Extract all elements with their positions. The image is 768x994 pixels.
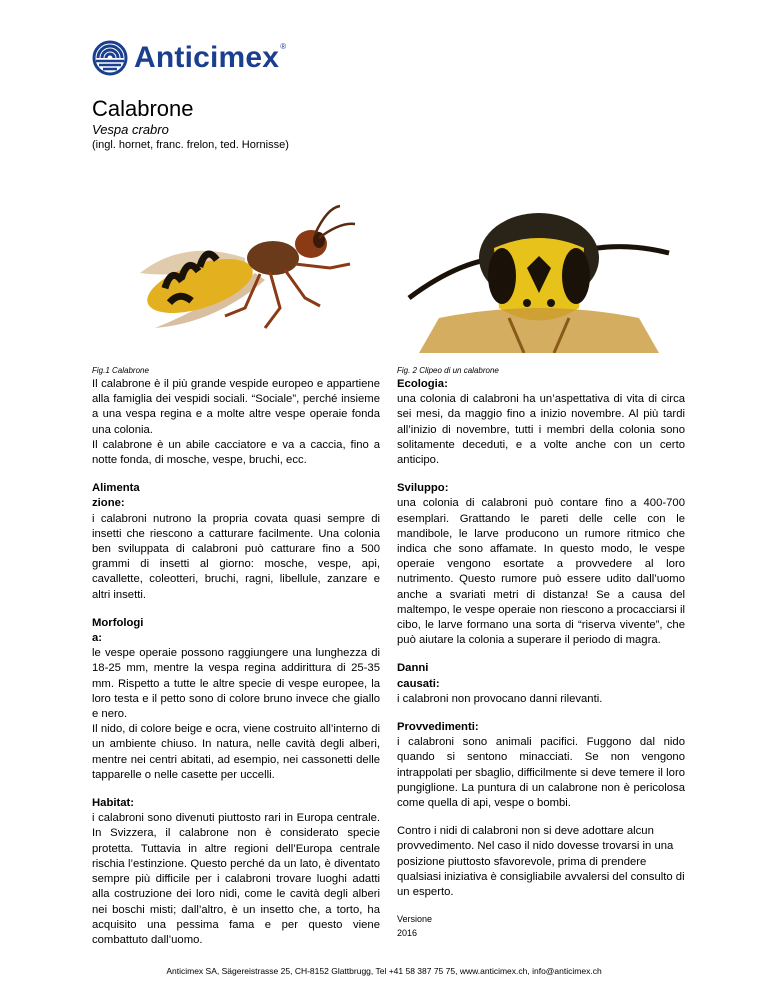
alimentazione-text: i calabroni nutrono la propria covata quasi sempre di insetti che riescono a catturare facilmente. Una colonia ben sviluppata di calabroni può catturare fino a 500 grammi di insetti al giorno: mosche, vespe, api, cavallette, coleotteri, bruchi, ragni, libellule, zanzare e altri insetti. bbox=[92, 512, 380, 601]
habitat-text: i calabroni sono divenuti piuttosto rari in Europa centrale. In Svizzera, il calabrone non è considerato specie protetta. Tuttavia in altre regioni dell’Europa centrale rischia l’estinzione. Questo perché da un lato, è diventato sempre più difficile per i calabroni trovare luoghi adatti alla costruzione dei loro nidi, come le cavità degli alberi nei boschi misti; dall’altro, è un insetto che, a torto, ha acquisito una pessima fama e per questo viene combattuto dall’uomo. bbox=[92, 812, 380, 946]
hornet-face-photo bbox=[399, 198, 679, 353]
morfologia-text: le vespe operaie possono raggiungere una lunghezza di 18-25 mm, mentre la vespa regina addirittura di 25-35 mm. Rispetto a tutte le altre specie di vespe europee, la loro testa e il petto sono di colore bruno invece che giallo e nero. bbox=[92, 647, 380, 721]
sviluppo-section bbox=[397, 481, 685, 648]
alimentazione-heading: Alimenta bbox=[92, 482, 140, 495]
figure-2-caption: Fig. 2 Clipeo di un calabrone bbox=[397, 366, 499, 375]
alimentazione-heading: zione: bbox=[92, 497, 125, 510]
morfologia-section bbox=[92, 616, 380, 722]
other-names: (ingl. hornet, franc. frelon, ted. Hornisse) bbox=[92, 139, 289, 151]
danni-text: i calabroni non provocano danni rilevanti. bbox=[397, 692, 603, 705]
intro-paragraph: Il calabrone è il più grande vespide europeo e appartiene alla famiglia dei vespidi sociali. “Sociale”, perché insieme a una vespa regina e a molte altre vespe operaie fonda una colonia. bbox=[92, 378, 380, 436]
ecologia-heading: Ecologia: bbox=[397, 378, 448, 390]
version-label: Versione bbox=[397, 914, 433, 925]
morfologia-heading: a: bbox=[92, 632, 103, 645]
nidi-paragraph: Contro i nidi di calabroni non si deve adottare alcun provvedimento. Nel caso il nido dovesse trovarsi in una posizione piuttosto sfavorevole, prima di prendere qualsiasi iniziativa è consigliabile avvalersi del consulto di un esperto. bbox=[397, 825, 685, 899]
latin-name: Vespa crabro bbox=[92, 122, 169, 137]
danni-heading: causati: bbox=[397, 677, 440, 690]
hornet-photo bbox=[105, 198, 365, 348]
footer-contact: Anticimex SA, Sägereistrasse 25, CH-8152 Glattbrugg, Tel +41 58 387 75 75, www.anticimex.ch, info@anticimex.ch bbox=[166, 966, 602, 976]
page-title: Calabrone bbox=[92, 96, 194, 121]
anticimex-swirl-logo-icon bbox=[92, 40, 128, 76]
figure-1-caption: Fig.1 Calabrone bbox=[92, 366, 149, 375]
habitat-heading: Habitat: bbox=[92, 797, 135, 810]
sviluppo-text: una colonia di calabroni può contare fino a 400-700 esemplari. Grattando le pareti delle celle con le mandibole, le larve producono un rumore ritmico che indica che sono affamate. In questo modo, le vespe operaie vengono esortate a provvedere al loro nutrimento. Questo rumore può essere udito dall’uomo anche a svariati metri di distanza! Se a causa del maltempo, le vespe operaie non riescono a procacciarsi il cibo, le larve formano una sorta di “riserva vivente”, che può aiutare la colonia a superare il periodo di magra. bbox=[397, 497, 685, 647]
intro-paragraph: Il calabrone è un abile cacciatore e va a caccia, fino a notte fonda, di mosche, vespe, bruchi, ecc. bbox=[92, 438, 380, 467]
ecologia-section bbox=[397, 377, 685, 468]
left-column bbox=[92, 377, 380, 961]
provvedimenti-text: i calabroni sono animali pacifici. Fuggono dal nido quando si sentono minacciati. Se non vengono intrappolati per sbaglio, difficilmente si deve temere il loro pungiglione. La puntura di un calabrone non è pericolosa come quella di api, vespe o bombi. bbox=[397, 736, 685, 810]
anticimex-logo bbox=[92, 40, 286, 76]
provvedimenti-section bbox=[397, 720, 685, 811]
morfologia-text: Il nido, di colore beige e ocra, viene costruito all’interno di un ambiente chiuso. In natura, nelle cavità degli alberi, mentre nei centri abitati, ad esempio, nei cassonetti delle tapparelle o nelle casette per uccelli. bbox=[92, 723, 380, 781]
morfologia-heading: Morfologi bbox=[92, 616, 144, 629]
danni-heading: Danni bbox=[397, 662, 429, 675]
alimentazione-section bbox=[92, 481, 380, 603]
habitat-section bbox=[92, 796, 380, 948]
right-column bbox=[397, 377, 685, 939]
brand-name: Anticimex bbox=[134, 41, 280, 74]
version-year: 2016 bbox=[397, 928, 418, 939]
danni-section bbox=[397, 661, 685, 707]
registered-mark: ® bbox=[280, 41, 287, 51]
sviluppo-heading: Sviluppo: bbox=[397, 482, 449, 495]
ecologia-text: una colonia di calabroni ha un’aspettativa di vita di circa sei mesi, da maggio fino a inizio novembre. Al più tardi all’inizio di novembre, tutti i membri della colonia sono solitamente deceduti, e a volte anche con un certo anticipo. bbox=[397, 393, 685, 467]
provvedimenti-heading: Provvedimenti: bbox=[397, 721, 479, 734]
